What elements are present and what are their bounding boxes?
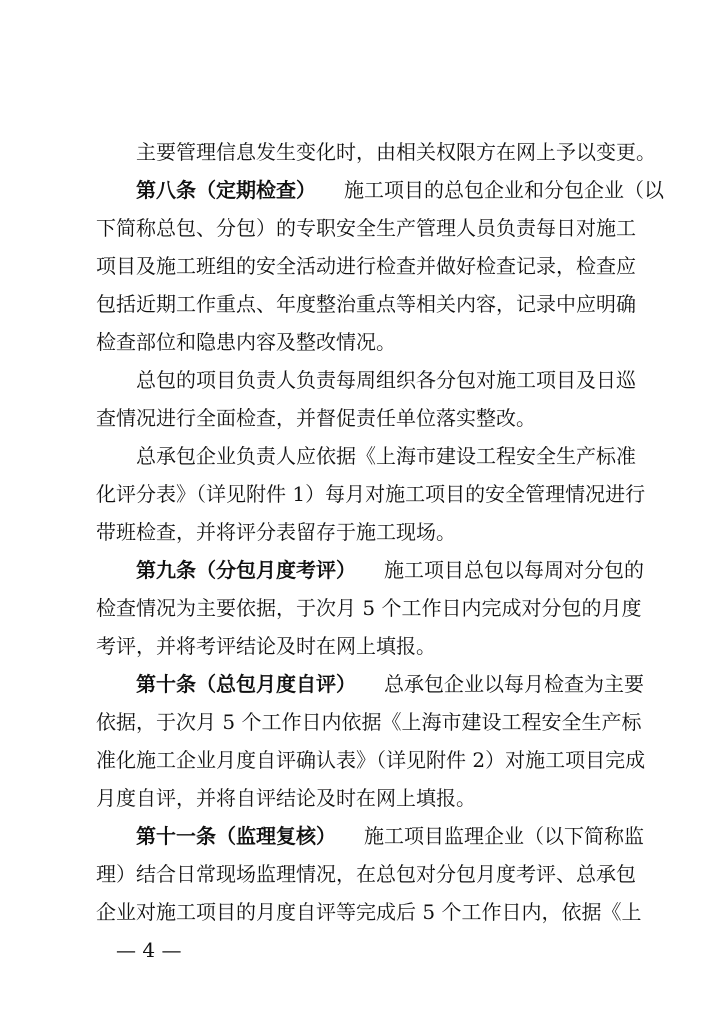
paragraph-line	[136, 176, 664, 204]
text-line: 检查情况为主要依据，于次月 5 个工作日内完成对分包的月度	[96, 596, 642, 620]
article-10-heading: 第十条（总包月度自评）	[136, 672, 356, 696]
text-fragment: 施工项目监理企业（以下简称监	[364, 824, 644, 848]
text-line: 项目及施工班组的安全活动进行检查并做好检查记录，检查应	[96, 254, 636, 278]
paragraph-line	[136, 670, 644, 698]
text-line: 依据，于次月 5 个工作日内依据《上海市建设工程安全生产标	[96, 710, 642, 734]
article-8-heading: 第八条（定期检查）	[136, 178, 316, 202]
text-line: 准化施工企业月度自评确认表》（详见附件 2）对施工项目完成	[96, 748, 646, 772]
text-line: 月度自评，并将自评结论及时在网上填报。	[96, 786, 476, 810]
text-line: 包括近期工作重点、年度整治重点等相关内容，记录中应明确	[96, 292, 636, 316]
text-fragment: 施工项目总包以每周对分包的	[384, 558, 644, 582]
text-line: 下简称总包、分包）的专职安全生产管理人员负责每日对施工	[96, 216, 636, 240]
text-line: 理）结合日常现场监理情况，在总包对分包月度考评、总承包	[96, 862, 636, 886]
text-line: 总承包企业负责人应依据《上海市建设工程安全生产标准	[136, 444, 636, 468]
text-line: 检查部位和隐患内容及整改情况。	[96, 330, 396, 354]
text-line: 带班检查，并将评分表留存于施工现场。	[96, 520, 456, 544]
text-line: 化评分表》（详见附件 1）每月对施工项目的安全管理情况进行	[96, 482, 646, 506]
article-11-heading: 第十一条（监理复核）	[136, 824, 336, 848]
paragraph-line	[136, 822, 644, 850]
text-fragment: 总承包企业以每月检查为主要	[384, 672, 644, 696]
text-line: 企业对施工项目的月度自评等完成后 5 个工作日内，依据《上	[96, 900, 642, 924]
article-9-heading: 第九条（分包月度考评）	[136, 558, 356, 582]
text-line: 主要管理信息发生变化时，由相关权限方在网上予以变更。	[136, 140, 656, 164]
text-line: 考评，并将考评结论及时在网上填报。	[96, 634, 436, 658]
text-line: 查情况进行全面检查，并督促责任单位落实整改。	[96, 406, 536, 430]
text-line: 总包的项目负责人负责每周组织各分包对施工项目及日巡	[136, 368, 636, 392]
paragraph-line	[136, 556, 644, 584]
page-number: — 4 —	[116, 938, 182, 962]
text-fragment: 施工项目的总包企业和分包企业（以	[344, 178, 664, 202]
